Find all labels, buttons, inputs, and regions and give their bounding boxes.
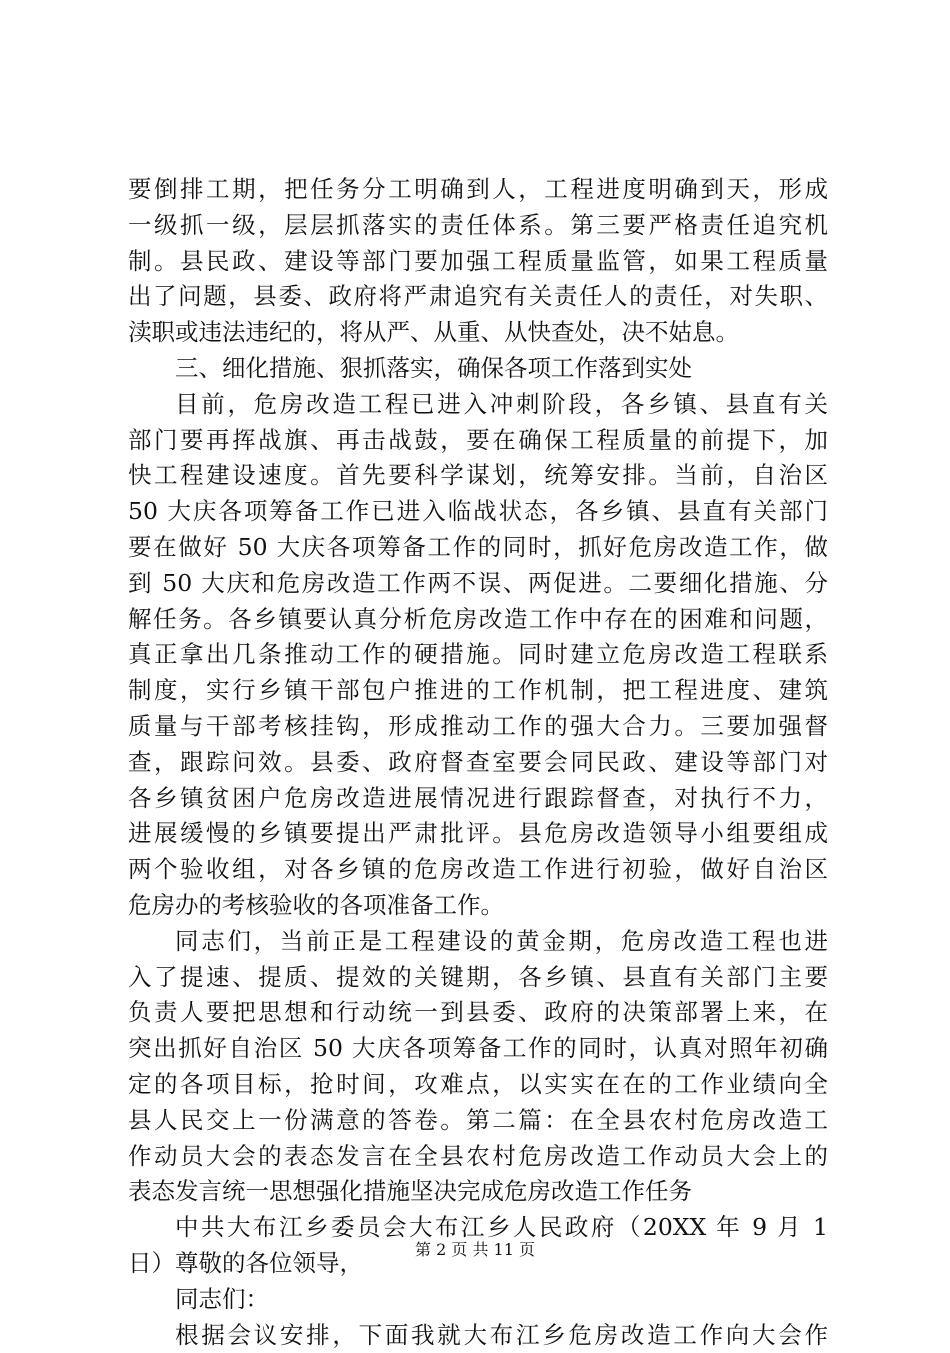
text-line: 入了提速、提质、提效的关键期，各乡镇、县直有关部门主要 [128, 960, 828, 996]
text-line: 目前，危房改造工程已进入冲刺阶段，各乡镇、县直有关 [128, 387, 828, 423]
text-line: 一级抓一级，层层抓落实的责任体系。第三要严格责任追究机 [128, 208, 828, 244]
text-line: 危房办的考核验收的各项准备工作。 [128, 888, 828, 924]
text-line: 突出抓好自治区 50 大庆各项筹备工作的同时，认真对照年初确 [128, 1031, 828, 1067]
page-number-footer: 第 2 页 共 11 页 [0, 1240, 950, 1260]
text-line: 各乡镇贫困户危房改造进展情况进行跟踪督查，对执行不力， [128, 781, 828, 817]
text-line: 制度，实行乡镇干部包户推进的工作机制，把工程进度、建筑 [128, 673, 828, 709]
text-line: 到 50 大庆和危房改造工作两不误、两促进。二要细化措施、分 [128, 566, 828, 602]
text-line: 负责人要把思想和行动统一到县委、政府的决策部署上来，在 [128, 995, 828, 1031]
text-line: 渎职或违法违纪的，将从严、从重、从快查处，决不姑息。 [128, 315, 828, 351]
text-line: 解任务。各乡镇要认真分析危房改造工作中存在的困难和问题， [128, 602, 828, 638]
text-line: 制。县民政、建设等部门要加强工程质量监管，如果工程质量 [128, 244, 828, 280]
text-line: 查，跟踪问效。县委、政府督查室要会同民政、建设等部门对 [128, 745, 828, 781]
text-line: 日）尊敬的各位领导， [128, 1246, 828, 1282]
text-line: 质量与干部考核挂钩，形成推动工作的强大合力。三要加强督 [128, 709, 828, 745]
text-line: 要倒排工期，把任务分工明确到人，工程进度明确到天，形成 [128, 172, 828, 208]
text-line: 县人民交上一份满意的答卷。第二篇：在全县农村危房改造工 [128, 1103, 828, 1139]
text-line: 要在做好 50 大庆各项筹备工作的同时，抓好危房改造工作，做 [128, 530, 828, 566]
text-line: 进展缓慢的乡镇要提出严肃批评。县危房改造领导小组要组成 [128, 816, 828, 852]
text-line: 出了问题，县委、政府将严肃追究有关责任人的责任，对失职、 [128, 279, 828, 315]
document-body [128, 172, 828, 1353]
text-line: 定的各项目标，抢时间，攻难点，以实实在在的工作业绩向全 [128, 1067, 828, 1103]
text-line: 同志们： [128, 1282, 828, 1318]
text-line: 部门要再挥战旗、再击战鼓，要在确保工程质量的前提下，加 [128, 423, 828, 459]
text-line: 中共大布江乡委员会大布江乡人民政府（20XX 年 9 月 1 [128, 1210, 828, 1246]
text-line: 两个验收组，对各乡镇的危房改造工作进行初验，做好自治区 [128, 852, 828, 888]
text-line: 真正拿出几条推动工作的硬措施。同时建立危房改造工程联系 [128, 637, 828, 673]
text-line: 同志们，当前正是工程建设的黄金期，危房改造工程也进 [128, 924, 828, 960]
text-line: 快工程建设速度。首先要科学谋划，统筹安排。当前，自治区 [128, 458, 828, 494]
text-line: 根据会议安排，下面我就大布江乡危房改造工作向大会作 [128, 1318, 828, 1353]
text-line: 50 大庆各项筹备工作已进入临战状态，各乡镇、县直有关部门 [128, 494, 828, 530]
text-line: 作动员大会的表态发言在全县农村危房改造工作动员大会上的 [128, 1139, 828, 1175]
text-line: 表态发言统一思想强化措施坚决完成危房改造工作任务 [128, 1174, 828, 1210]
section-heading: 三、细化措施、狠抓落实，确保各项工作落到实处 [128, 351, 828, 387]
